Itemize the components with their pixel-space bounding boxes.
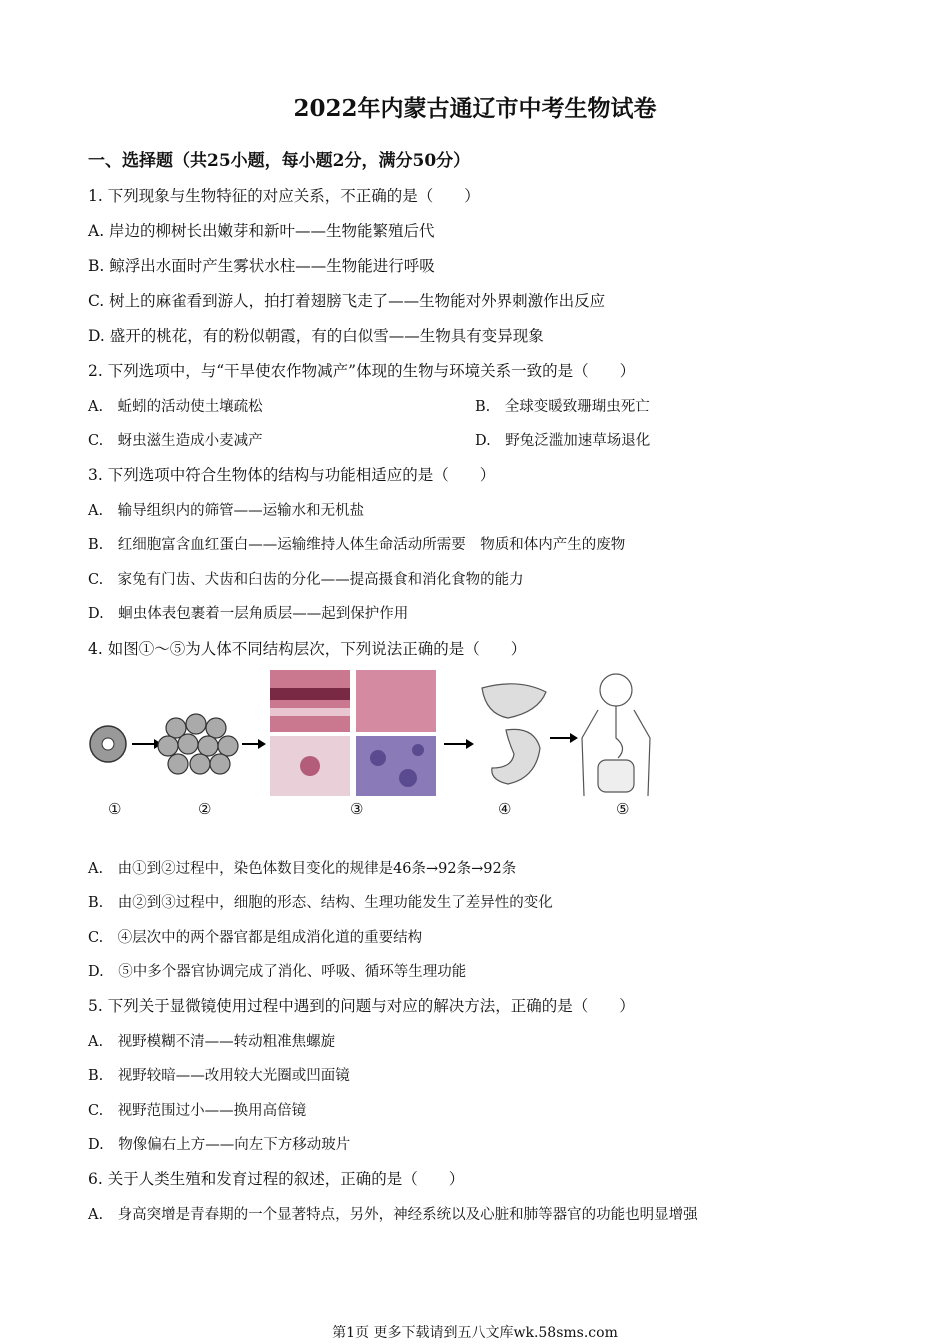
q4-option-c: C. ④层次中的两个器官都是组成消化道的重要结构 [88, 930, 423, 946]
q3-option-d: D. 蛔虫体表包裹着一层角质层——起到保护作用 [88, 606, 409, 622]
figure-label-1: ① [108, 800, 122, 818]
q3-stem: 3. 下列选项中符合生物体的结构与功能相适应的是（ ） [88, 466, 496, 484]
q5-option-a: A. 视野模糊不清——转动粗准焦螺旋 [88, 1034, 336, 1050]
q4-option-a: A. 由①到②过程中，染色体数目变化的规律是46条→92条→92条 [88, 861, 517, 877]
q2-option-a: A. 蚯蚓的活动使土壤疏松 [88, 399, 263, 415]
q1-stem: 1. 下列现象与生物特征的对应关系，不正确的是（ ） [88, 187, 480, 205]
single-cell-illustration [90, 726, 126, 762]
q3-option-b: B. 红细胞富含血红蛋白——运输维持人体生命活动所需要 物质和体内产生的废物 [88, 537, 626, 553]
q1-option-c: C. 树上的麻雀看到游人，拍打着翅膀飞走了——生物能对外界刺激作出反应 [88, 292, 606, 310]
q2-option-c: C. 蚜虫滋生造成小麦减产 [88, 433, 263, 449]
figure-label-4: ④ [498, 800, 512, 818]
q5-option-d: D. 物像偏右上方——向左下方移动玻片 [88, 1137, 351, 1153]
q5-stem: 5. 下列关于显微镜使用过程中遇到的问题与对应的解决方法，正确的是（ ） [88, 997, 635, 1015]
tissue-micrographs [270, 670, 436, 796]
cell-cluster-illustration [158, 714, 238, 774]
page-title: 2022年内蒙古通辽市中考生物试卷 [293, 95, 657, 122]
q6-option-a: A. 身高突增是青春期的一个显著特点，另外，神经系统以及心脏和肺等器官的功能也明显增强 [88, 1207, 698, 1223]
q1-option-b: B. 鲸浮出水面时产生雾状水柱——生物能进行呼吸 [88, 257, 435, 275]
q4-stem: 4. 如图①～⑤为人体不同结构层次，下列说法正确的是（ ） [88, 640, 527, 658]
q3-option-c: C. 家兔有门齿、犬齿和臼齿的分化——提高摄食和消化食物的能力 [88, 572, 524, 588]
figure-illustration [88, 668, 668, 798]
q2-option-b: B. 全球变暖致珊瑚虫死亡 [475, 399, 650, 415]
figure-label-3: ③ [350, 800, 364, 818]
q4-option-d: D. ⑤中多个器官协调完成了消化、呼吸、循环等生理功能 [88, 964, 467, 980]
q4-option-b: B. 由②到③过程中，细胞的形态、结构、生理功能发生了差异性的变化 [88, 895, 553, 911]
figure-label-5: ⑤ [616, 800, 630, 818]
page-footer: 第1页 更多下载请到五八文库wk.58sms.com [332, 1325, 618, 1341]
q1-option-a: A. 岸边的柳树长出嫩芽和新叶——生物能繁殖后代 [88, 222, 435, 240]
structure-levels-figure [88, 668, 668, 828]
figure-label-2: ② [198, 800, 212, 818]
q6-stem: 6. 关于人类生殖和发育过程的叙述，正确的是（ ） [88, 1170, 465, 1188]
q1-option-d: D. 盛开的桃花，有的粉似朝霞，有的白似雪——生物具有变异现象 [88, 327, 544, 345]
section-heading: 一、选择题（共25小题，每小题2分，满分50分） [88, 151, 471, 171]
human-digestive-system-illustration [582, 674, 650, 796]
organ-illustrations [482, 684, 546, 784]
q5-option-c: C. 视野范围过小——换用高倍镜 [88, 1103, 307, 1119]
q2-option-d: D. 野兔泛滥加速草场退化 [475, 433, 651, 449]
q5-option-b: B. 视野较暗——改用较大光圈或凹面镜 [88, 1068, 350, 1084]
q3-option-a: A. 输导组织内的筛管——运输水和无机盐 [88, 503, 365, 519]
q2-stem: 2. 下列选项中，与“干旱使农作物减产”体现的生物与环境关系一致的是（ ） [88, 362, 636, 380]
